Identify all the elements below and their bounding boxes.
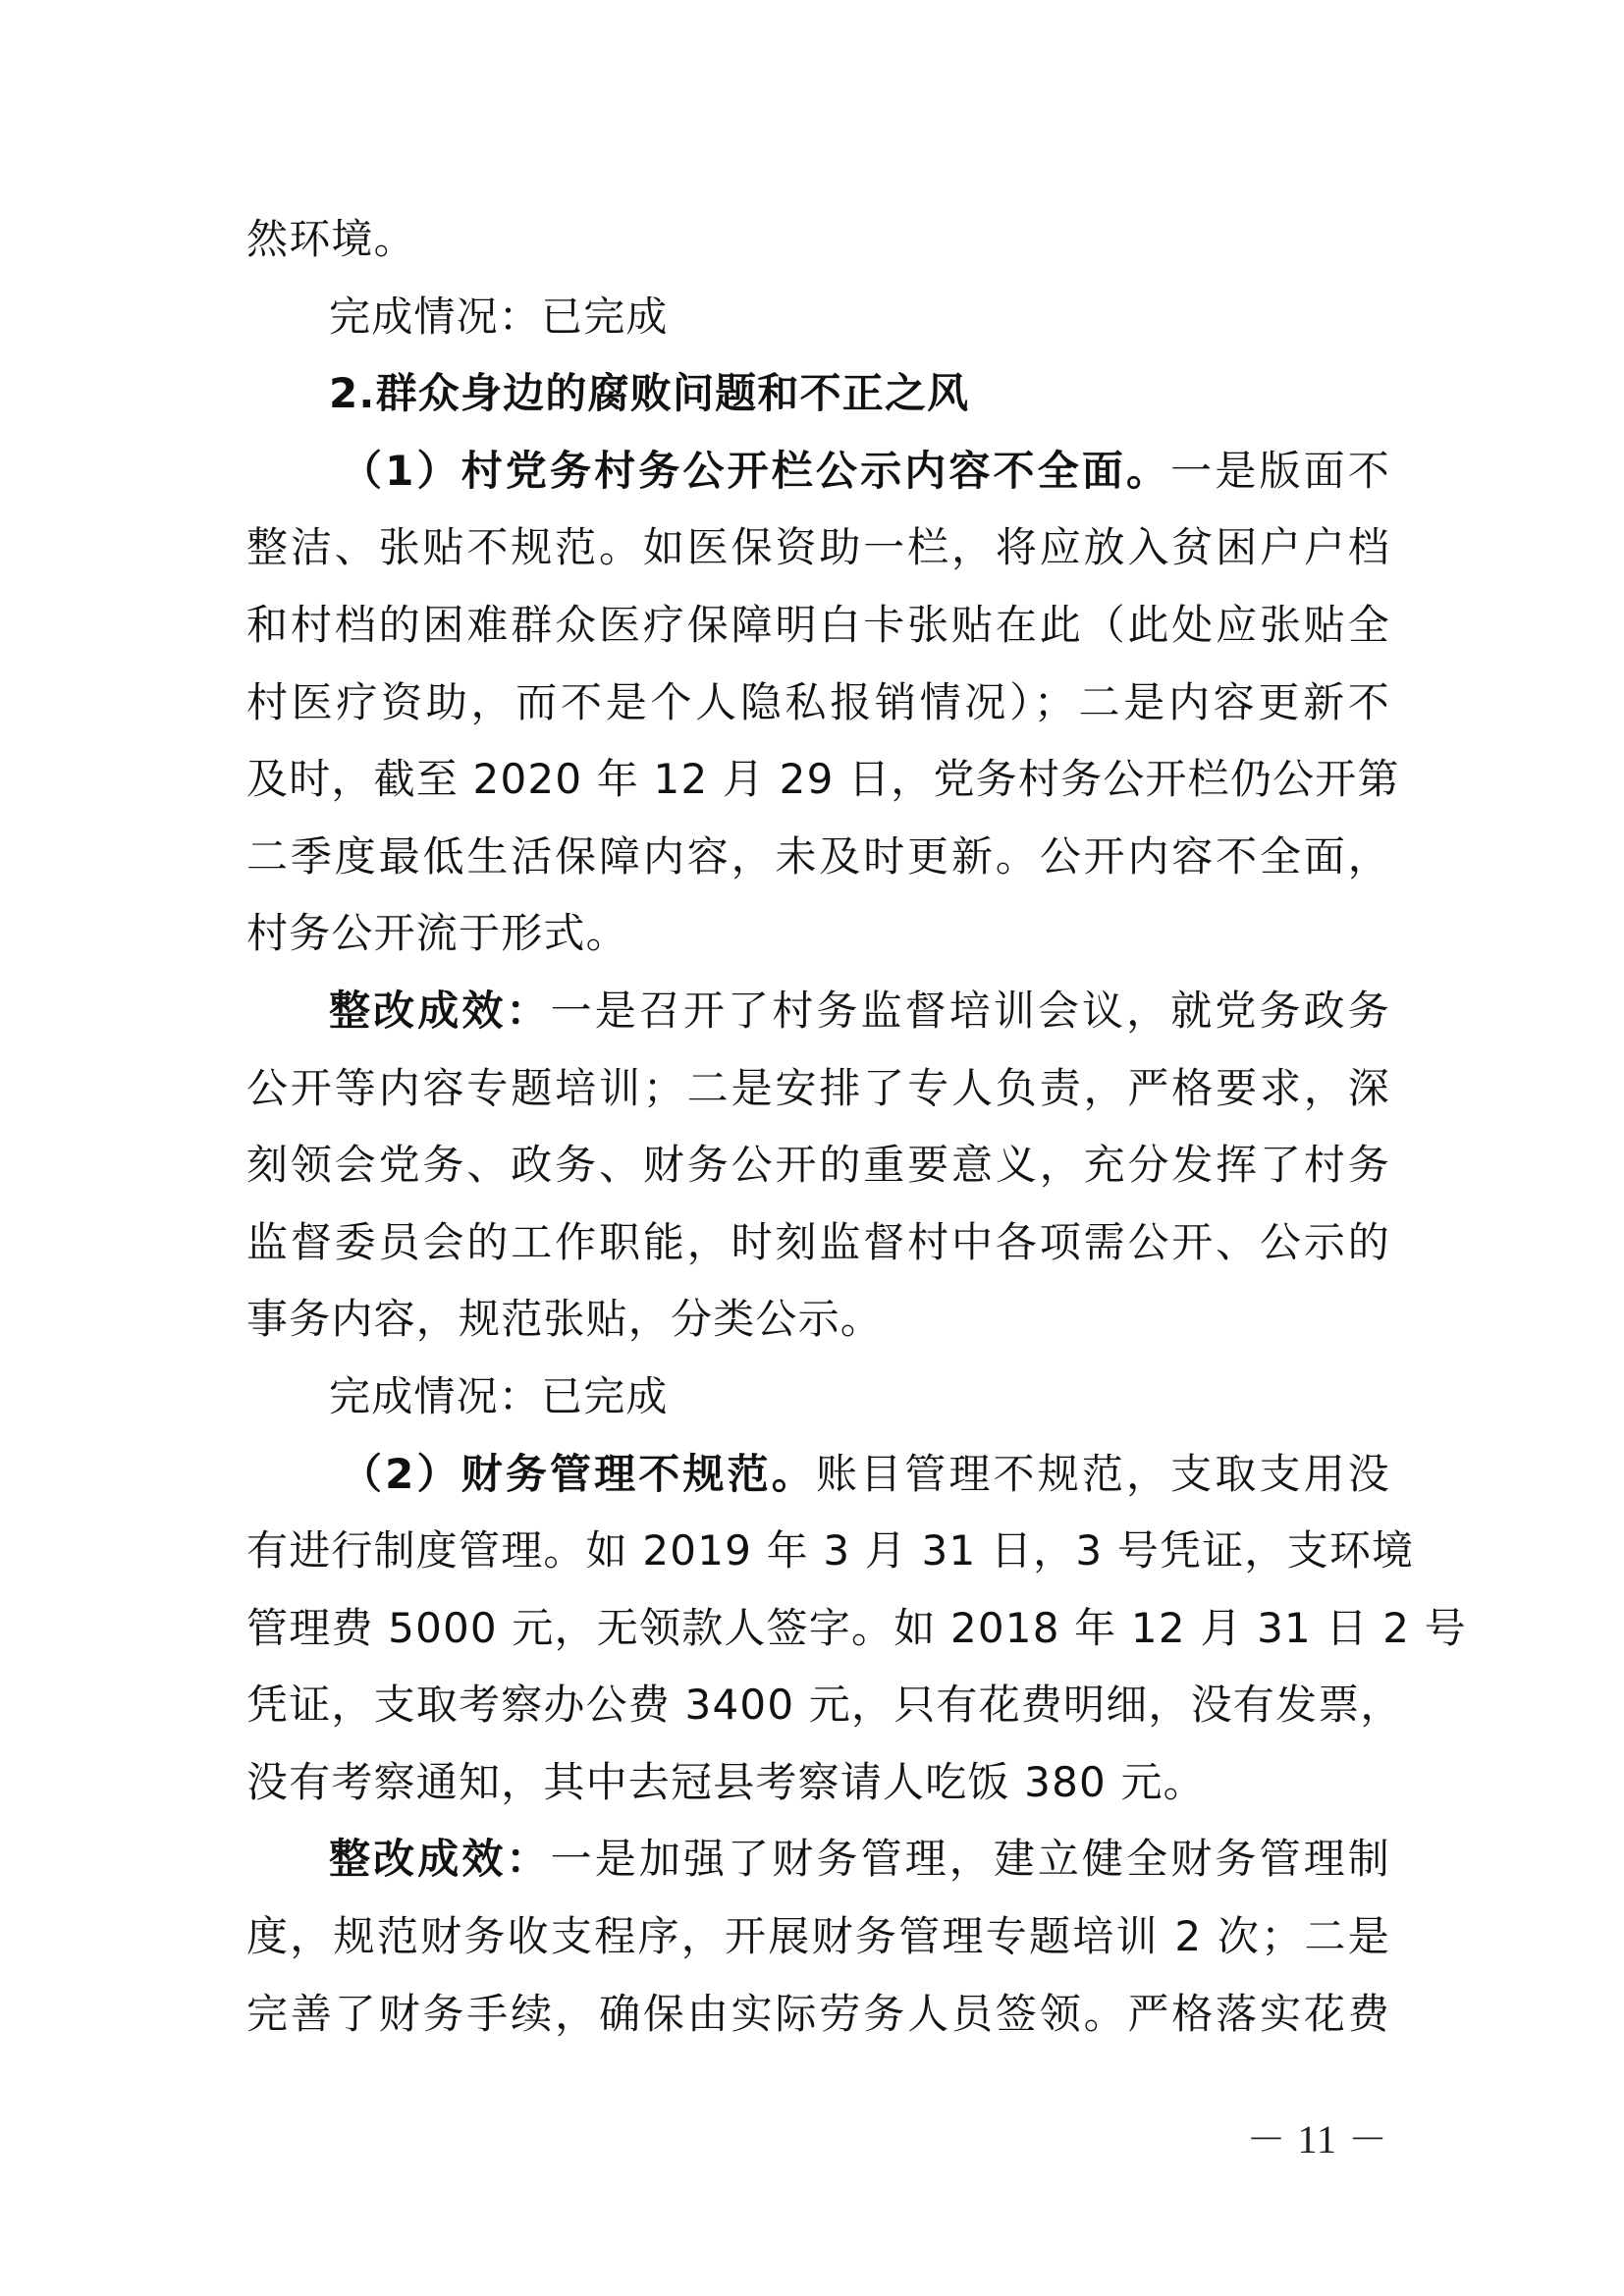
paragraph-text: 账目管理不规范，支取支用没	[815, 1449, 1390, 1498]
paragraph-line	[246, 1436, 1390, 1514]
paragraph-line: 公开等内容专题培训；二是安排了专人负责，严格要求，深	[246, 1063, 1390, 1112]
paragraph-line: 凭证，支取考察办公费 3400 元，只有花费明细，没有发票，	[246, 1681, 1403, 1730]
paragraph-text: 一是版面不	[1170, 446, 1390, 495]
page-number: － 11 －	[1246, 2117, 1388, 2162]
paragraph-line: 整洁、张贴不规范。如医保资助一栏，将应放入贫困户户档	[246, 523, 1390, 572]
paragraph-line	[246, 433, 1390, 510]
paragraph-line: 监督委员会的工作职能，时刻监督村中各项需公开、公示的	[246, 1217, 1390, 1266]
paragraph-line: 刻领会党务、政务、财务公开的重要意义，充分发挥了村务	[246, 1141, 1390, 1190]
section-heading: 2.群众身边的腐败问题和不正之风	[329, 369, 970, 418]
paragraph-line	[246, 1821, 1390, 1898]
completion-status: 完成情况：已完成	[329, 292, 669, 341]
paragraph-line: 没有考察通知，其中去冠县考察请人吃饭 380 元。	[246, 1757, 1206, 1806]
item-heading: （1）村党务村务公开栏公示内容不全面。	[341, 446, 1171, 495]
paragraph-line: 和村档的困难群众医疗保障明白卡张贴在此（此处应张贴全	[246, 600, 1390, 649]
paragraph-line: 及时，截至 2020 年 12 月 29 日，党务村务公开栏仍公开第	[246, 755, 1400, 804]
rectification-label: 整改成效：	[329, 986, 551, 1035]
paragraph-line: 度，规范财务收支程序，开展财务管理专题培训 2 次；二是	[246, 1912, 1390, 1961]
paragraph-line: 有进行制度管理。如 2019 年 3 月 31 日，3 号凭证，支环境	[246, 1526, 1415, 1575]
paragraph-text: 一是召开了村务监督培训会议，就党务政务	[550, 986, 1390, 1035]
paragraph-line: 管理费 5000 元，无领款人签字。如 2018 年 12 月 31 日 2 号	[246, 1603, 1467, 1652]
paragraph-line: 村医疗资助，而不是个人隐私报销情况）；二是内容更新不	[246, 677, 1390, 726]
paragraph-line: 事务内容，规范张贴，分类公示。	[246, 1295, 884, 1344]
completion-status: 完成情况：已完成	[329, 1371, 669, 1420]
document-body	[246, 201, 1467, 2053]
item-heading: （2）财务管理不规范。	[341, 1449, 816, 1498]
paragraph-line: 然环境。	[246, 215, 416, 263]
rectification-label: 整改成效：	[329, 1835, 551, 1884]
paragraph-text: 一是加强了财务管理，建立健全财务管理制	[550, 1835, 1390, 1884]
paragraph-line: 二季度最低生活保障内容，未及时更新。公开内容不全面，	[246, 831, 1390, 881]
paragraph-line: 完善了财务手续，确保由实际劳务人员签领。严格落实花费	[246, 1989, 1390, 2038]
paragraph-line	[246, 973, 1390, 1050]
paragraph-line: 村务公开流于形式。	[246, 909, 628, 958]
